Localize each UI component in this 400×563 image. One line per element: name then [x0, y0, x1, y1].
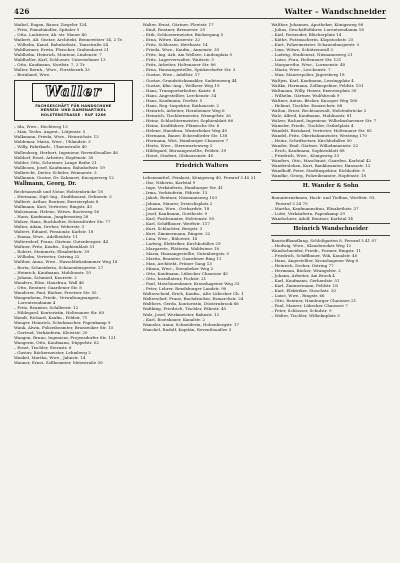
directory-entry: Wandke, Georg, Polizeibeamter, Hopfenstr. 18 — [271, 173, 367, 179]
directory-entry: Waltner, Anton, Bäcker, Knooper Weg 160 — [271, 97, 358, 103]
directory-entry: Waltersdorf, Franz, Gärtner, Gutenbergstr. 44 — [14, 239, 109, 245]
directory-entry: – Hermann, Wirt, Hamburger Chaussee 7 — [142, 138, 229, 144]
directory-entry: – Hildegard, Kontoristin, Holtenauer Str. 60 — [14, 309, 105, 315]
directory-entry: – Johanna, Wwe., Gerhardstr. 18 — [142, 205, 210, 211]
directory-entry: Waibert, Ali. Gustav, Architekt, Bennewitzer 14, 2 Tr. — [14, 37, 123, 43]
directory-entry: Waldheimer, Erwin, Fleischer, Grabenhorst 21 — [14, 47, 110, 53]
directory-entry: Wallboom, Josef, Kaufmann, Bahnhofsstr. 19 — [14, 164, 105, 170]
entry-group — [143, 22, 262, 158]
column-1 — [14, 22, 133, 557]
directory-entry: – Luise, Frau, Holtenauer Str. 131 — [271, 57, 342, 63]
directory-entry: – Horst, Student, Olshausenstr. 40 — [142, 153, 214, 159]
directory-entry: – Käthe, Putzmacherin, Klopstockstr. 25 — [271, 37, 354, 43]
entry-group — [14, 22, 133, 78]
directory-entry: Wangen, Bruno, Ingenieur, Projensdorfer Str. 121 — [14, 335, 116, 341]
directory-entry: Wangenheim, Friedr., Verwaltungsangest., Lorentzendamm 4 — [14, 294, 102, 305]
directory-entry: Wanger, Heinrich, Schuhmacher, Papenkamp 9 — [14, 320, 111, 326]
directory-entry: – Hermann, Dipl.-Ing., Stadtbaurat, Dehnestr. 5 — [14, 193, 112, 199]
directory-entry: Walthers, Gerda, Kontoristin, Düsternbrook 66 — [142, 301, 239, 307]
advertisement-waller — [14, 80, 133, 122]
directory-entry: Waltersdorf, Franz, Buchdrucker, Esmarchstr. 24 — [142, 296, 244, 302]
directory-entry: Walzer, Hans, Buchhalter, Eckernförder Str. 77 — [14, 219, 111, 225]
directory-entry: Walz, Alfred, Kaufmann, Muhliusstr. 81 — [271, 112, 352, 118]
ad-line-3: HOLSTENSTRASSE · RUF 3266 — [40, 112, 106, 117]
entry-group — [271, 22, 390, 178]
directory-entry: Wandersleben, Kurt, Bankbeamter, Hansastr. 12 — [271, 163, 371, 169]
directory-entry: – Heinz, Schlachtermeister, Sophienblatt 66 — [142, 117, 234, 123]
directory-entry: Bauunternehmen, Hoch- und Tiefbau, Werftstr. 93, Fernruf 3 34 75 — [271, 195, 376, 206]
ad-line-1: FACHGESCHÄFT FÜR HANDSCHUHE — [35, 103, 112, 108]
directory-entry: – Irma, Verkäuferin, Fährstr. 13 — [142, 190, 208, 196]
directory-entry: – Inge, Verkäuferin, Hamburger Str. 41 — [142, 185, 224, 191]
running-title: Walter – Wandschneider — [284, 7, 386, 16]
entry-group — [14, 124, 133, 180]
directory-entry: – Hermann, Bäcker, Wrangelstr. 2 — [271, 267, 341, 273]
directory-entry: Walkmann, Frieda, Wwe., Heinrichstr. 13 — [14, 134, 99, 140]
directory-entry: – Paul, Maschinenbauer, Kronshagener Weg 33 — [142, 281, 240, 287]
directory-entry: – Hans, Kaufmann, Dorfstr. 5 — [142, 97, 203, 103]
directory-entry: – Ernst, Tischler, Sternstr. 6 — [14, 345, 72, 351]
directory-entry: – Jakob, Rentner, Niemannsweg 103 — [142, 195, 218, 201]
directory-entry: Waltner, Fritz, Kaufm., Sophienblatt 31 — [14, 244, 95, 250]
directory-entry: – Fritz, Ing. Arb. Am Wellsee, Lindenplatz 5 — [142, 52, 233, 58]
directory-entry: – Fritz, Pianohändler, Spitaler 5 — [14, 27, 80, 33]
directory-entry: – Kurt, Polizeimeister, Schauenburgerstr. 5 — [271, 42, 360, 48]
directory-entry: – Gustav, Kfm.-Ang., Wellseer Weg 19 — [142, 82, 220, 88]
directory-entry: – Ilse, Näherin, Karlstal 9 — [142, 180, 196, 186]
directory-entry: – Fritz, Schlosser, Herthastr. 14 — [142, 42, 208, 48]
directory-entry: – Karl, Postbeamter, Holstenstr. 50 — [142, 215, 215, 221]
directory-entry: Waltjen, Karl, Kaufmann, Lessingplatz 4 — [271, 77, 354, 83]
directory-entry: – Karl, Bootsbauer, Kanalstr. 2 — [142, 316, 205, 322]
directory-entry: Waldemar, Maria, Wwe., Uhlandstr. 5 — [14, 139, 91, 145]
directory-entry: – Friedrich, Schiffbauer, Wik, Kanalstr. 40 — [271, 252, 358, 258]
directory-entry: – Martha, Kaufmannsfrau, Elisabethstr. 27 — [271, 205, 359, 211]
directory-entry: – Hans, Reg.-Inspektor, Rathausstr. 2 — [142, 102, 219, 108]
directory-entry: – Lina, Witwe, Schützenwall 3 — [271, 47, 334, 53]
directory-entry: – Peter, Schlosser, Schulstr. 9 — [271, 308, 332, 314]
directory-entry: – Fritz, Lagerverwalter, Waitzstr. 3 — [142, 57, 214, 63]
directory-entry: Wanckel, Rudolf, Kapitän, Reventlouallee 3 — [142, 326, 232, 332]
directory-entry: Walther, Johannes, Apotheker, Königsweg 98 — [271, 22, 364, 27]
directory-entry: – Johann, Arbeiter, Am Brook 4 — [271, 273, 335, 279]
directory-entry: – Willy, Fabrikarb., Ulmenstraße 40 — [14, 144, 87, 150]
directory-entry: Walther, Anna, Wwe., Hasseldieksdammer Weg 18 — [14, 259, 118, 265]
directory-entry: – Erna, Witwe, Kaiserstr. 22 — [142, 37, 200, 43]
directory-entry: Wanderer, Paul, Bäcker, Preetzer Str. 55 — [14, 289, 97, 295]
directory-entry: Walsemann, Helene, Witwe, Bootsweg 56 — [14, 209, 100, 214]
directory-entry: Waibel, Eugen, Bauer, Ziegeler 124 — [14, 22, 87, 27]
directory-entry: Wallmann, Kurt, Vertreter, Ringstr. 43 — [14, 203, 92, 209]
directory-entry: – Gustav, Grundstücksmakler, Sudetenweg 44 — [142, 77, 237, 83]
directory-entry: – Kurt, Zimmermann, Ringstr. 22 — [142, 230, 211, 236]
advertisement-wandschneider — [271, 223, 390, 236]
directory-entry: – Julius, Geschäftsführer, Lorentzendamm 16 — [271, 27, 364, 33]
directory-entry: – Fritz, Arbeiter, Holtenauer Str. 86 — [142, 62, 216, 68]
directory-entry: Walzer, Richard, Ingenieur, Wilhelmshavener Str. 7 — [271, 117, 377, 123]
entry-group — [14, 189, 133, 366]
directory-entry: Walter, Bernh., Wwe., Forstbezirk 33 — [14, 67, 90, 73]
directory-entry: Wander, Emil, Gärtner, Wilhelminenstr. 22 — [271, 143, 359, 149]
column-3 — [271, 22, 390, 557]
directory-entry: Waltke, Hermann, Zollinspektor, Feldstr. 101 — [271, 82, 364, 88]
directory-entry: – Fritz, Beamter, Schillerstr. 12 — [14, 304, 79, 310]
directory-entry: Waltert, Eduard, Pensionär, Karlstr. 18 — [14, 229, 94, 235]
directory-entry: Wanders, Elise, Hausfrau, Wall 46 — [14, 279, 84, 285]
directory-entry: – Robert, Steinmetz, Elisabethstr. 39 — [14, 249, 90, 255]
directory-entry: – Otto, Installateur, Fockstr. 21 — [142, 276, 207, 282]
column-2 — [143, 22, 262, 557]
directory-entry: – Karl, Reisender, Blücherplatz 14 — [271, 32, 342, 38]
directory-entry: – Heinrich, Arbeiter, Hornheimer Weg 6 — [142, 107, 225, 113]
directory-entry: Wanders, Otto, Maschinist, Gaarden, Karlstal 42 — [271, 158, 371, 164]
directory-entry: Wanner, Ernst, Zollbeamter, Metzstraße 30 — [14, 360, 103, 366]
directory-entry: – Erik, Schlossermeister, Bäckergang 5 — [142, 32, 224, 38]
directory-entry: Wamsler, Friedr., Tischler, Geibelplatz 4 — [271, 122, 354, 128]
ad-heading: Friedrich Walters — [175, 163, 229, 170]
directory-entry: – Otto, Kaufmann, Nordstr. 7, 2 Tr. — [14, 62, 86, 68]
directory-entry: – Friedrich, Wwe., Königsweg 33 — [271, 153, 340, 159]
directory-entry: Wandschneider, Friedr., Former, Ringstr. 11 — [271, 247, 362, 253]
directory-entry: Walterscheid, Erich, Kaufm., Alte Lübecker Ch. 1 — [142, 291, 244, 297]
directory-entry: – Wilhelm, Kanzl. Bahnhofsstr., Tanzstraße 54 — [14, 42, 109, 48]
directory-entry: – Otto, Rentner, Gaardener Str. 8 — [14, 284, 82, 290]
directory-entry: Wallenberg, Herbert, Ingenieur, Reventlouallee 46 — [14, 149, 118, 155]
directory-entry: Wandscheer, Adolf, Rentner, Karlstal 14 — [271, 215, 353, 221]
ad-line-2: HERREN- UND DAMENARTIKEL — [40, 108, 107, 113]
directory-entry: – Lina, Wwe., Bülowstr. 14 — [142, 235, 198, 241]
directory-entry: – Wilhelm, Gärtner, Wulfsbrook 9 — [271, 92, 340, 98]
directory-entry: – Hans, Kaufmann, Jungfernstieg 28 — [14, 214, 89, 220]
directory-entry: – Ida, Wwe., Hechtweg 13 — [14, 124, 68, 130]
directory-entry: Wandel, Fritz, Oberbahnmeister, Westring 170 — [271, 133, 367, 139]
directory-entry: – Martin, Beamter, Gaardener Ring 11 — [142, 256, 222, 262]
directory-entry: Wandt, Richard, Kaufm., Feldstr. 71 — [14, 314, 88, 320]
directory-entry: Waldheller, Karl, Schlosser, Unternehmer 13 — [14, 57, 106, 63]
columns — [14, 22, 390, 557]
directory-entry: Walton, Ernst, Rechtsanwalt, Holstenbrücke 2 — [271, 107, 367, 113]
entry-group — [143, 175, 262, 331]
directory-entry: – Hans, Transportarbeiter, Kaistr. 8 — [142, 87, 216, 93]
directory-entry: Walz, Josef, Werkmeister, Bahnstr. 12 — [142, 311, 220, 317]
directory-entry: Wangerin, Otto, Kaufmann, Düppelstr. 62 — [14, 340, 100, 346]
entry-group — [271, 238, 390, 319]
directory-entry: – Kurt, Schlachter, Bergstr. 3 — [142, 225, 203, 231]
directory-entry: – Berta, Schneiderin, Schauenburgerstr. 27 — [14, 264, 104, 270]
directory-entry: – Margarete, Plätterin, Waldwiese 18 — [142, 245, 220, 251]
directory-entry: Walter, Adam, Dreher, Weberstr. 3 — [14, 224, 85, 230]
directory-entry: – Karl, Zimmermann, Feldstr. 18 — [271, 283, 338, 289]
directory-entry: – Johann, Maurer, Dreiecksplatz 2 — [142, 200, 213, 206]
directory-entry: Wamsler, Anna, Schneiderin, Hohenbergstr. 17 — [142, 321, 240, 327]
directory-entry: – Helmut, Tischler, Esmarchstr. 68 — [271, 102, 343, 108]
directory-entry: Lebensmittel, Feinkost, Königsweg 40, Fernruf 3 45 21 — [142, 175, 256, 181]
directory-entry: – Gertrud, Verkäuferin, Kleiststr. 20 — [14, 330, 88, 336]
directory-entry: – Hans, Angestellter, Lerchenstr. 34 — [142, 92, 217, 98]
directory-entry: Baustoffhandlung, Schloßgarten 8, Fernruf 3 41 07 — [271, 237, 377, 243]
directory-entry: Waldorf, Ernst, Arbeiter, Hopfenstr. 30 — [14, 154, 94, 160]
advertisement-walters — [143, 160, 262, 173]
waller-logo: Waller — [32, 83, 115, 102]
directory-entry: – Minna, Wwe., Steenbeker Weg 2 — [142, 266, 214, 272]
directory-entry: – Heinz, Schriftsetzer, Kirchhofallee 50 — [271, 138, 352, 144]
directory-entry: – Otto, Lackierer, Ah.-str. Mauer 40 — [14, 32, 87, 38]
directory-entry: – Margarethe, Wwe., Lornsenstr. 40 — [271, 62, 346, 68]
directory-entry: – Wilhelm, Vertreter, Ostring 22 — [14, 254, 80, 260]
page-header — [14, 6, 386, 19]
directory-entry: – Peter, Lehrer, Rendsburger Landstr. 90 — [142, 286, 227, 292]
directory-entry: Wandelt, Bernhard, Vertreter, Holtenauer Str. 85 — [271, 127, 372, 133]
directory-entry: – Paul, Maurer, Lübecker Chaussee 7 — [271, 303, 348, 309]
directory-entry: – Hermann, Bauer, Eckernförder Str. 138 — [142, 133, 228, 139]
directory-entry: – Johann, Schmied, Knorrstr. 2 — [14, 274, 77, 280]
directory-entry: – Otto, Rentner, Hamburger Chaussee 21 — [271, 298, 357, 304]
directory-entry: – Hans, Angestellter, Kronshagener Weg 6 — [271, 257, 359, 263]
directory-entry: – Hedwig, Wwe., Klausbrooker Weg 12 — [271, 242, 352, 248]
page-number: 426 — [14, 7, 30, 16]
directory-entry: – Max, Maurerpolier, Jägersberg 18 — [271, 72, 345, 78]
entry-heading: Wallmann, Georg, Dr. — [14, 180, 77, 187]
directory-entry: – Emma, Wwe., Adelheidstr. 11 — [14, 234, 78, 240]
directory-entry: – Erich, Kaufmann, Sophienblatt 88 — [271, 148, 345, 154]
ad-heading: H. Wander & Sohn — [302, 183, 359, 190]
directory-entry: – Lotte, Verkäuferin, Papenkamp 29 — [271, 210, 345, 216]
directory-entry: – Frieda, Wwe., Kaufm., Annenstr. 30 — [142, 47, 220, 53]
directory-entry: Waltking, Friedrich, Tischler, Fährstr. 40 — [142, 306, 227, 312]
directory-entry: Walder, Otto, Schreiner, Lange Reihe 21 — [14, 159, 97, 165]
directory-entry: – Walter, Tischler, Wilhelmplatz 3 — [271, 313, 340, 319]
directory-entry: – Ludwig, Elektriker, Kirchhofallee 29 — [142, 240, 221, 246]
directory-entry: – Emil, Rentner, Bremerstr. 29 — [142, 27, 206, 33]
directory-entry: – Karl, Kaufmann, Gerhardstr. 51 — [271, 278, 340, 284]
directory-entry: – Heinz, Kraftfahrer, Flämische Str. 8 — [142, 122, 220, 128]
directory-entry: Wandhoff, Peter, Stadtinspektor, Eichhofstr. 9 — [271, 168, 365, 174]
directory-entry: – Erna, Hausangestellte, Spiekerdorfer Str. 3 — [142, 67, 236, 73]
directory-entry: Wallmann, Gustav, Dr. Zahnarzt, Knooperweg 12 — [14, 174, 114, 180]
directory-entry: – Maria, Hausangestellte, Gutenbergstr. 5 — [142, 250, 229, 256]
entry-group — [271, 195, 390, 220]
directory-entry: – Hildegard, Büroangestellte, Feldstr. 39 — [142, 148, 227, 154]
directory-entry: – Helene, Hausfrau, Winterbeker Weg 40 — [142, 127, 228, 133]
directory-entry: – Gustav, Wwe., Adolfstr. 17 — [142, 72, 200, 78]
directory-entry: Wank, Alwin, Polizeibeamter, Brunswiker Str. 15 — [14, 325, 114, 331]
directory-entry: – Heinrich, Tischlermeister, Wrangelstr. 26 — [142, 112, 231, 118]
directory-entry: – Bernhard, Wwe. — [14, 72, 51, 78]
directory-entry: Walter, Ernst, Gärtner, Fleetstr. 17 — [142, 22, 214, 27]
directory-entry: Walbrecht, Dieter, Schüler, Weimarstr. 3 — [14, 169, 97, 175]
directory-entry: – Maria, Wwe., Lerchenstr. 7 — [271, 67, 331, 73]
directory-entry: Waldhelm, Heinrich, Monteur, Lindenstr. 7 — [14, 52, 102, 58]
directory-entry: – Herta, Wwe., Sternwartenweg 5 — [142, 143, 213, 149]
directory-entry: Rechtsanwalt und Notar, Holstenbrücke 18 — [14, 188, 103, 194]
ad-heading: Heinrich Wandschneider — [293, 225, 369, 232]
directory-entry: Wankel, Martha, Wwe., Jahnstr. 14 — [14, 355, 86, 361]
advertisement-wander — [271, 180, 390, 193]
directory-entry: Walbert, Arthur, Rentner, Exerzierplatz 8 — [14, 198, 99, 204]
directory-entry: – Josef, Kaufmann, Goethestr. 9 — [142, 210, 208, 216]
directory-entry: Waltmann, Willy, Heizer, Exerzierplatz 30 — [271, 87, 357, 93]
directory-entry: – Luise, Wwe., Ringstr. 66 — [271, 293, 325, 299]
directory-entry: – Otto, Kaufmann, Lübecker Chaussee 45 — [142, 271, 228, 277]
directory-entry: – Kurt, Elektriker, Stoschstr. 20 — [271, 288, 336, 294]
directory-entry: – Heinrich, Dreher, Ostring 77 — [271, 262, 334, 268]
directory-entry: – Gustav, Bäckermeister, Lehmberg 2 — [14, 350, 91, 356]
directory-entry: – Max, Techn. Angest., Lütjenstr. 3 — [14, 129, 86, 135]
directory-entry: – Max, Architekt, Prüner Gang 13 — [142, 261, 212, 267]
directory-entry: – Heinrich, Kaufmann, Muhliusstr. 10 — [14, 269, 91, 275]
directory-entry: – Karl, Schiffbauer, Werftstr. 117 — [142, 220, 210, 226]
directory-entry: – Ludwig, Studienrat, Niemannsweg 21 — [271, 52, 353, 58]
